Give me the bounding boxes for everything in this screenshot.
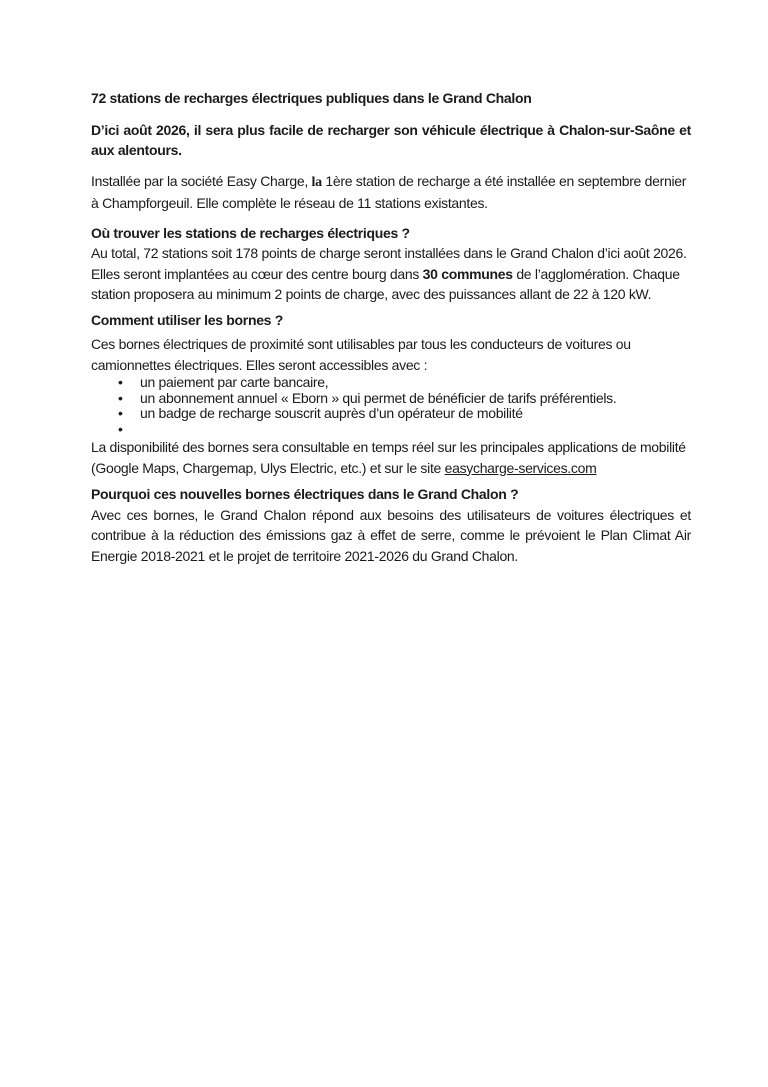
section-where	[91, 223, 691, 305]
text-segment: Au total, 72 stations soit 178 points de charge seront installées dans le Grand Chalon d’ici août 2026. Elles seront implantées au cœur des centre bourg dans	[91, 245, 687, 282]
availability-paragraph	[91, 437, 691, 478]
bullet-item: • un abonnement annuel « Eborn » qui permet de bénéficier de tarifs préférentiels.	[91, 391, 691, 407]
bullet-item: • un badge de recharge souscrit auprès d’un opérateur de mobilité	[91, 406, 691, 422]
text-segment: 30 communes	[422, 265, 513, 282]
text-segment: la	[311, 174, 322, 190]
text-segment: 1ère station de recharge a été installée en septembre dernier à Champforgeuil. Elle complète le réseau de 11 stations existantes.	[91, 172, 687, 211]
text-segment: de l’agglomération. Chaque station proposera au minimum 2 points de charge, avec des puissances allant de 22 à 120 kW.	[91, 265, 680, 302]
doc-title: 72 stations de recharges électriques publiques dans le Grand Chalon	[91, 90, 532, 106]
document-page	[0, 0, 691, 566]
section-how-heading: Comment utiliser les bornes ?	[91, 311, 284, 328]
easycharge-services-link[interactable]: easycharge-services.com	[444, 459, 597, 476]
text-segment: Installée par la société Easy Charge,	[91, 172, 312, 189]
section-why	[91, 484, 691, 566]
section-where-body	[91, 243, 691, 305]
section-how-body: Ces bornes électriques de proximité sont utilisables par tous les conducteurs de voitures ou camionnettes électriques. Elles seront accessibles avec :	[91, 336, 631, 373]
intro-paragraph: D’ici août 2026, il sera plus facile de recharger son véhicule électrique à Chalon-sur-Saône et aux alentours.	[91, 121, 691, 158]
access-options-list	[91, 375, 691, 437]
bullet-item: • un paiement par carte bancaire,	[91, 375, 691, 391]
installation-paragraph	[91, 171, 691, 214]
section-why-body: Avec ces bornes, le Grand Chalon répond aux besoins des utilisateurs de voitures électriques et contribue à la réduction des émissions gaz à effet de serre, comme le prévoient le Plan Climat Air Energie 2018-2021 et le projet de territoire 2021-2026 du Grand Chalon.	[91, 506, 691, 564]
section-where-heading: Où trouver les stations de recharges électriques ?	[91, 224, 410, 241]
text-segment: La disponibilité des bornes sera consultable en temps réel sur les principales applications de mobilité (Google Maps, Chargemap, Ulys Electric, etc.) et sur le site	[91, 439, 686, 476]
bullet-item	[91, 422, 691, 438]
section-why-heading: Pourquoi ces nouvelles bornes électriques dans le Grand Chalon ?	[91, 486, 519, 502]
